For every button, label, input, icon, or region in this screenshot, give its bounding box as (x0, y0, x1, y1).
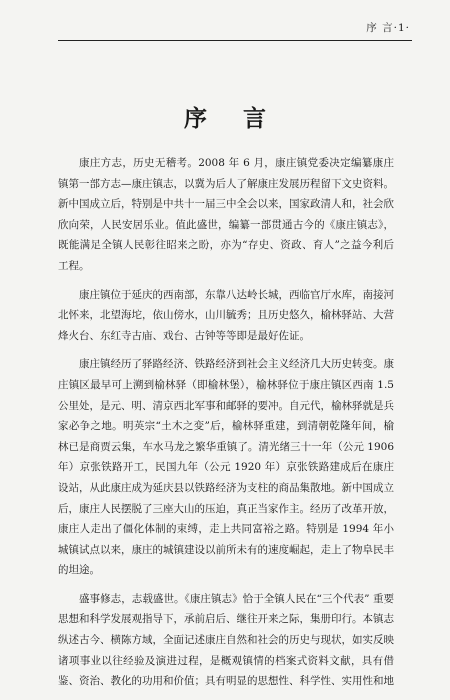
running-head: 序 言·1· (366, 22, 410, 34)
paragraph-3: 康庄镇经历了驿路经济、铁路经济到社会主义经济几大历史转变。康庄镇区最早可上溯到榆林驿（即榆林堡），榆林驿位于康庄镇区西南 1.5公里处，是元、明、清京西北军事和邮驿的要冲。自元代，榆林驿就是兵家必争之地。明英宗“土木之变”后，榆林驿重建，到清朝乾隆年间，榆林已是商贾云集，车水马龙之繁华重镇了。清光绪三十一年（公元 1906年）京张铁路开工，民国九年（公元 1920 年）京张铁路建成后在康庄设站，从此康庄成为延庆县以铁路经济为支柱的商品集散地。新中国成立后，康庄人民摆脱了三座大山的压迫，真正当家作主。经历了改革开放，康庄人走出了僵化体制的束缚，走上共同富裕之路。特别是 1994 年小城镇试点以来，康庄的城镇建设以前所未有的速度崛起，走上了物阜民丰的坦途。 (58, 358, 394, 577)
paragraph-2: 康庄镇位于延庆的西南部，东靠八达岭长城，西临官厅水库，南接河北怀来，北望海坨，依山傍水，山川毓秀；且历史悠久，榆林驿站、大营烽火台、东红寺古庙、戏台、古钟等等即是最好佐证。 (58, 288, 394, 342)
paragraph-4: 盛事修志，志载盛世。《康庄镇志》恰于全镇人民在“三个代表” 重要思想和科学发展观指导下，承前启后、继往开来之际，集册印行。本镇志纵述古今、横陈方域，全面记述康庄自然和社会的历史与现状，如实反映诸项事业以往经验及演进过程，是概观镇情的档案式资料文献，具有借鉴、资治、教化的功用和价值；具有明显的思想性、科学性、实用性和地 (58, 592, 394, 688)
body-text (58, 153, 394, 700)
page-title: 序 言 (183, 105, 280, 132)
header-rule (58, 40, 412, 41)
paragraph-1: 康庄方志，历史无稽考。2008 年 6 月，康庄镇党委决定编纂康庄镇第一部方志—康庄镇志，以冀为后人了解康庄发展历程留下文史资料。新中国成立后，特别是中共十一届三中全会以来，国家政清人和，社会欣欣向荣，人民安居乐业。值此盛世，编纂一部贯通古今的《康庄镇志》，既能满足全镇人民彰往昭来之盼，亦为“存史、资政、育人”之益今利后工程。 (58, 157, 394, 272)
